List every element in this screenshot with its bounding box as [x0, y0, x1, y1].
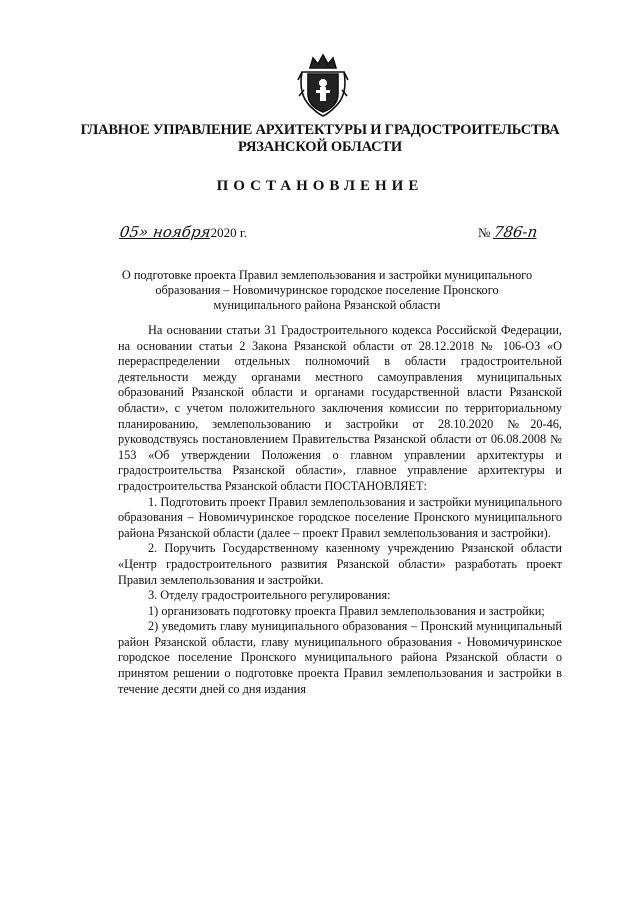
paragraph-item-2: 2. Поручить Государственному казенному учреждению Рязанской области «Центр градостроительного развития Рязанской области» разработать проект Правил землепользования и застройки.: [118, 541, 562, 587]
date-year: 2020 г.: [210, 225, 247, 240]
number-prefix: №: [478, 225, 491, 240]
paragraph-item-1: 1. Подготовить проект Правил землепользования и застройки муниципального образования – Новомичуринское городское поселение Пронского муниципального района Рязанской области (далее – проект Правил землепользования и застройки).: [118, 494, 562, 540]
paragraph-item-3-2: 2) уведомить главу муниципального образования – Пронский муниципальный район Рязанской области, главу муниципального образования - Новомичуринское городское поселение Пронского муниципального района Рязанской области о принятом решении о подготовке проекта Правил землепользования и застройки в течение десяти дней со дня издания: [118, 619, 562, 696]
organization-name: ГЛАВНОЕ УПРАВЛЕНИЕ АРХИТЕКТУРЫ И ГРАДОСТРОИТЕЛЬСТВА: [80, 122, 560, 138]
paragraph-preamble: На основании статьи 31 Градостроительного кодекса Российской Федерации, на основании статьи 2 Закона Рязанской области от 28.12.2018 № 106-ОЗ «О перераспределении отдельных полномочий в области градостроительной деятельности между органами местного самоуправления муниципальных образований Рязанской области и органами государственной власти Рязанской области», с учетом положительного заключения комиссии по территориальному планированию, землепользованию и застройки от 28.10.2020 №20-46, руководствуясь постановлением Правительства Рязанской области от 06.08.2008 № 153 «Об утверждении Положения о главном управлении архитектуры и градостроительства Рязанской области», главное управление архитектуры и градостроительства Рязанской области ПОСТАНОВЛЯЕТ:: [118, 323, 562, 493]
document-type: ПОСТАНОВЛЕНИЕ: [216, 178, 424, 194]
document-title: О подготовке проекта Правил землепользования и застройки муниципального образования – Новомичуринское городское поселение Пронского муниципального района Рязанской области: [121, 268, 533, 313]
coat-of-arms-icon: [296, 50, 350, 118]
document-body: [118, 323, 562, 697]
handwritten-date: 05» ноября: [118, 223, 212, 241]
document-number: [478, 223, 537, 241]
document-date: [120, 223, 247, 241]
handwritten-number: 786-п: [492, 223, 539, 241]
paragraph-item-3-1: 1) организовать подготовку проекта Правил землепользования и застройки;: [148, 603, 545, 618]
organization-region: РЯЗАНСКОЙ ОБЛАСТИ: [238, 139, 402, 155]
paragraph-item-3: 3. Отделу градостроительного регулирования:: [148, 588, 391, 603]
